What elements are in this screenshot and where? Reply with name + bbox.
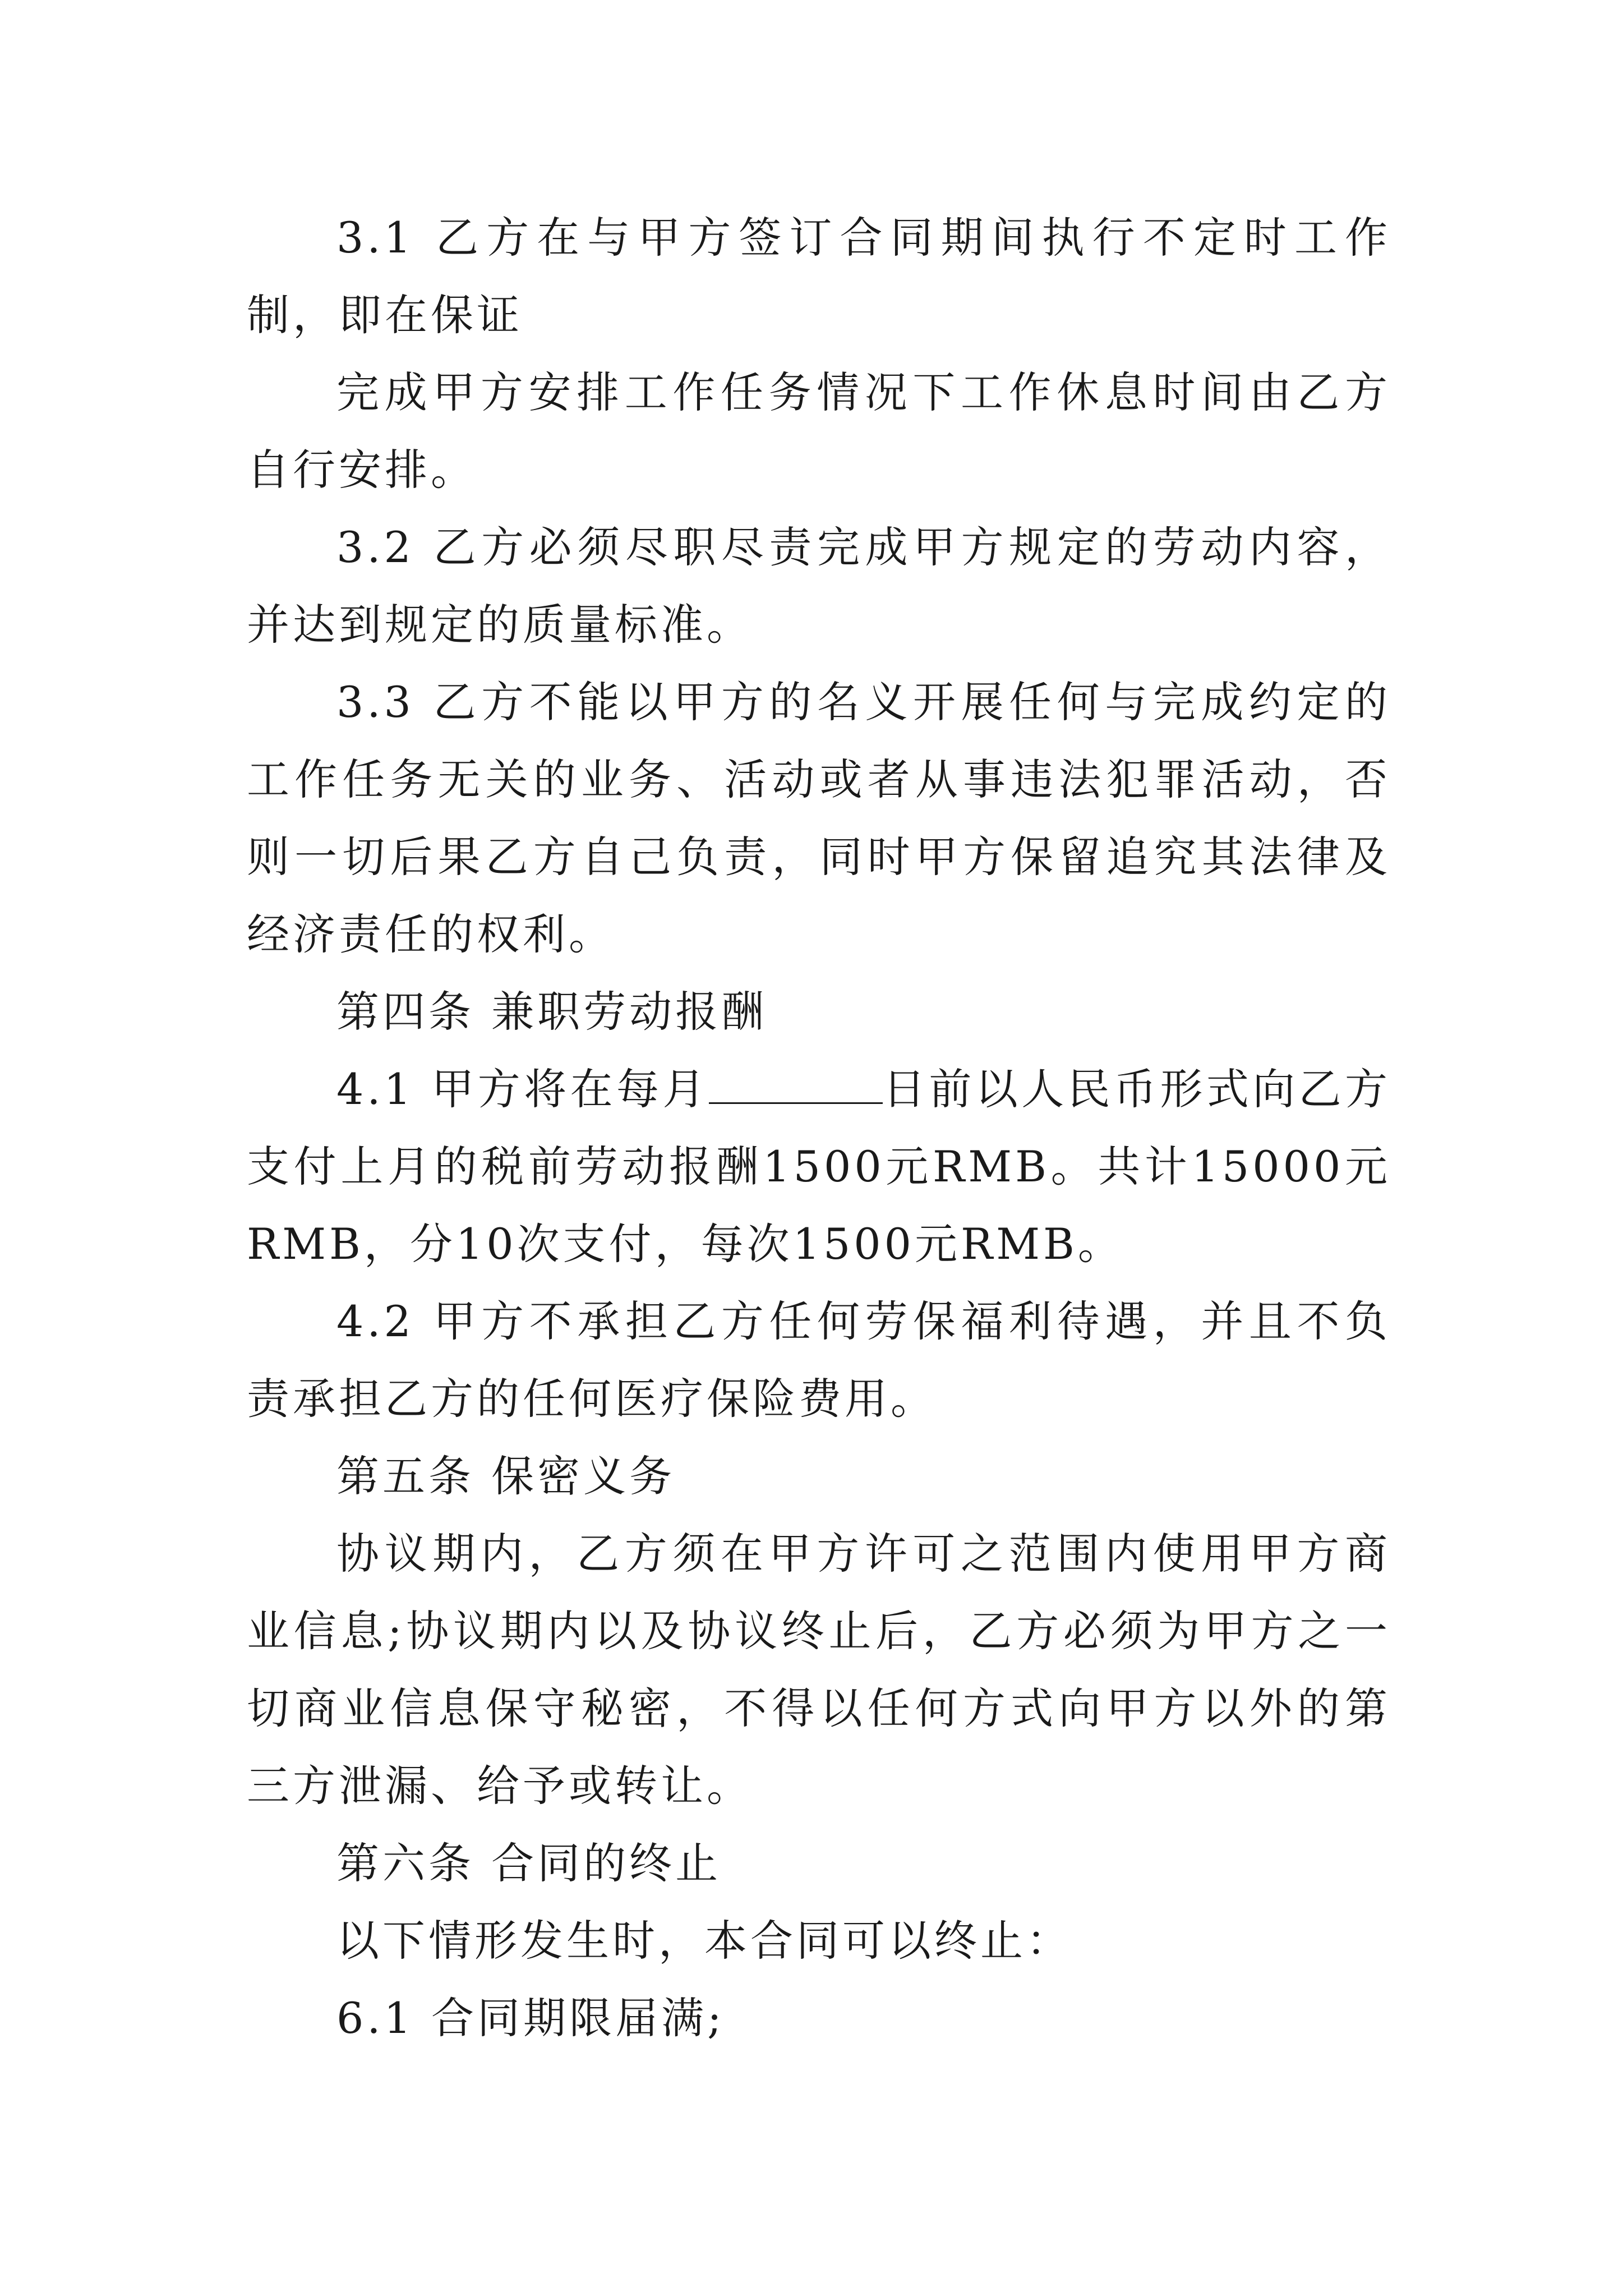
- article-4-heading: 第四条 兼职劳动报酬: [336, 987, 768, 1037]
- clause-3-3: 3.3 乙方不能以甲方的名义开展任何与完成约定的工作任务无关的业务、活动或者从事违法犯罪活动，否则一切后果乙方自己负责，同时甲方保留追究其法律及经济责任的权利。: [247, 677, 1391, 959]
- clause-4-2: 4.2 甲方不承担乙方任何劳保福利待遇，并且不负责承担乙方的任何医疗保险费用。: [247, 1296, 1391, 1424]
- clause-6-intro: 以下情形发生时，本合同可以终止：: [336, 1916, 1072, 1966]
- document-body: [247, 199, 1391, 2057]
- clause-3-1-part-2: 完成甲方安排工作任务情况下工作休息时间由乙方自行安排。: [247, 367, 1391, 495]
- article-5-heading: 第五条 保密义务: [336, 1451, 676, 1501]
- clause-3-2: 3.2 乙方必须尽职尽责完成甲方规定的劳动内容，并达到规定的质量标准。: [247, 522, 1391, 650]
- clause-6-1: 6.1 合同期限届满;: [336, 1993, 725, 2043]
- clause-4-1-suffix: 日前以人民币形式向乙方支付上月的税前劳动报酬1500元RMB。共计15000元RMB，分10次支付，每次1500元RMB。: [247, 1064, 1391, 1269]
- clause-4-1: [247, 1051, 1391, 1283]
- clause-4-1-prefix: 4.1 甲方将在每月: [336, 1064, 709, 1114]
- article-6-heading: 第六条 合同的终止: [336, 1838, 722, 1888]
- clause-5-confidentiality: 协议期内，乙方须在甲方许可之范围内使用甲方商业信息;协议期内以及协议终止后，乙方必须为甲方之一切商业信息保守秘密，不得以任何方式向甲方以外的第三方泄漏、给予或转让。: [247, 1529, 1391, 1811]
- clause-3-1-part-1: 3.1 乙方在与甲方签订合同期间执行不定时工作制，即在保证: [247, 213, 1391, 340]
- payment-day-blank: [709, 1063, 883, 1104]
